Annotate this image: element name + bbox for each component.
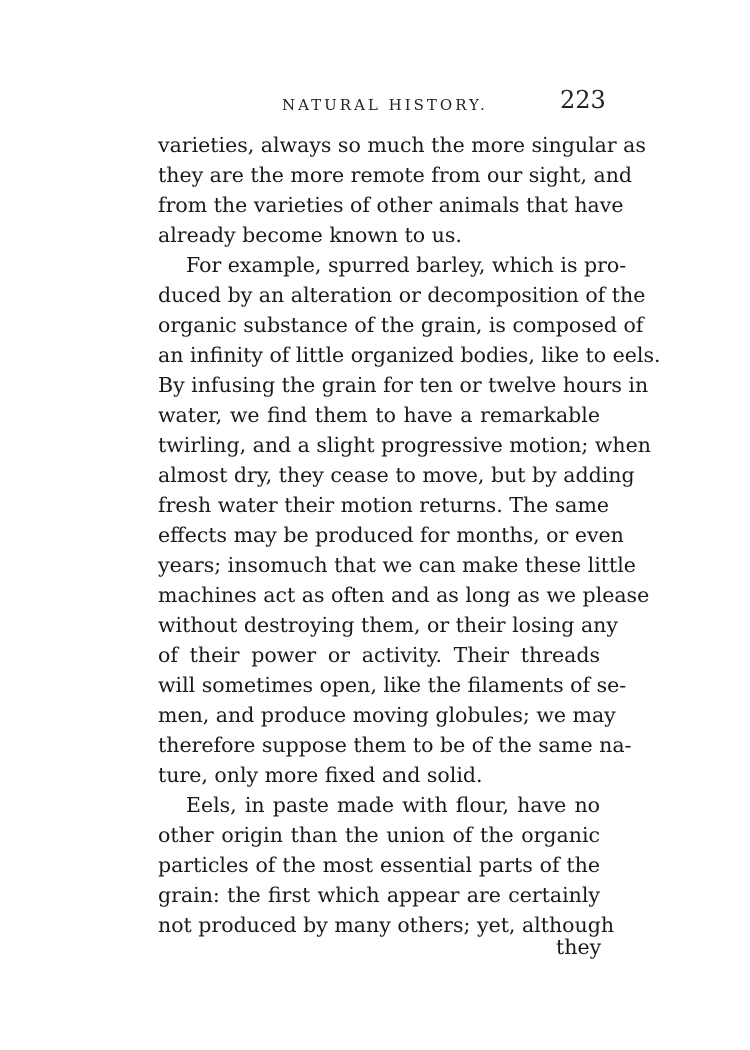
text-line: men, and produce moving globules; we may [158, 703, 616, 727]
text-line: not produced by many others; yet, although [158, 913, 615, 937]
text-line: therefore suppose them to be of the same na- [158, 733, 632, 757]
text-line: duced by an alteration or decomposition of the [158, 283, 646, 307]
text-line: organic substance of the grain, is composed of [158, 313, 644, 337]
paragraph-start-line: Eels, in paste made with flour, have no [186, 793, 600, 817]
text-line: water, we find them to have a remarkable [158, 403, 600, 427]
paragraph-start-line: For example, spurred barley, which is pro- [186, 253, 627, 277]
page-number: 223 [560, 86, 606, 114]
text-line: of their power or activity. Their threads [158, 643, 600, 667]
text-line: years; insomuch that we can make these little [158, 553, 636, 577]
text-line: ture, only more fixed and solid. [158, 763, 483, 787]
body-text [158, 130, 661, 940]
text-line: particles of the most essential parts of the [158, 853, 600, 877]
text-line: from the varieties of other animals that have [158, 193, 624, 217]
text-line: machines act as often and as long as we please [158, 583, 650, 607]
running-title: NATURAL HISTORY. [282, 96, 488, 114]
text-line: effects may be produced for months, or even [158, 523, 624, 547]
text-line: an infinity of little organized bodies, like to eels. [158, 343, 661, 367]
text-line: fresh water their motion returns. The same [158, 493, 610, 517]
text-line: will sometimes open, like the filaments of se- [158, 673, 627, 697]
text-line: without destroying them, or their losing any [158, 613, 618, 637]
text-line: almost dry, they cease to move, but by adding [158, 463, 635, 487]
text-line: twirling, and a slight progressive motion; when [158, 433, 651, 457]
text-line: By infusing the grain for ten or twelve hours in [158, 373, 649, 397]
text-line: other origin than the union of the organic [158, 823, 600, 847]
catchword: they [556, 935, 602, 959]
text-line: varieties, always so much the more singular as [158, 133, 646, 157]
text-line: grain: the first which appear are certainly [158, 883, 600, 907]
text-line: already become known to us. [158, 223, 462, 247]
text-line: they are the more remote from our sight, and [158, 163, 633, 187]
